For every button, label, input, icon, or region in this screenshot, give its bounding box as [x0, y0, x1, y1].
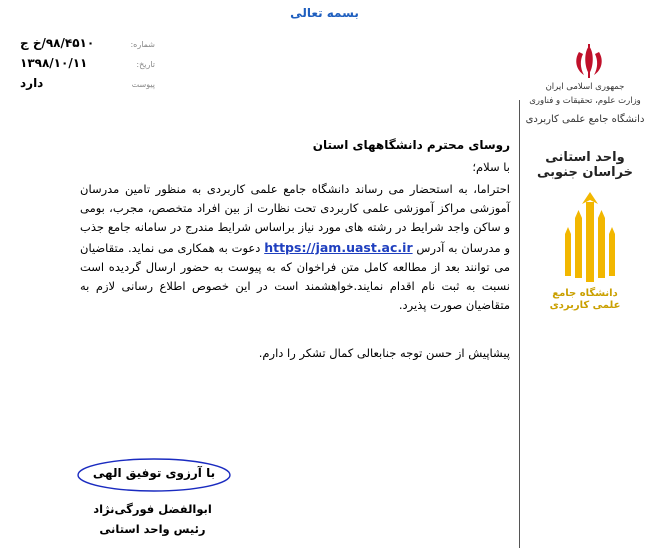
- number-value: ۹۸/۴۵۱۰/خ ج: [20, 36, 95, 50]
- date-label: تاریخ:: [136, 60, 155, 69]
- date-value: ۱۳۹۸/۱۰/۱۱: [20, 56, 88, 70]
- attachment-label: پیوست: [131, 80, 155, 89]
- number-label: شماره:: [130, 40, 155, 49]
- letter-body: [80, 180, 510, 315]
- letter-header-title: بسمه تعالی: [290, 6, 359, 20]
- letter-body-part2: دعوت به همکاری می نماید. متقاضیان می توانند بعد از مطالعه کامل متن فراخوان که به پیوست به حضور ارسال گردیده است نسبت به ثبت نام اقدام نمایند.خواهشمند است در این خصوص اطلاع رسانی لازم به متقاضیان صورت پذیرد.: [80, 240, 510, 313]
- signature-wish: با آرزوی توفیق الهی: [92, 466, 216, 480]
- university-logo-icon: [560, 188, 620, 292]
- logo-text-line1: دانشگاه جامع: [552, 288, 618, 299]
- logo-text-line2: علمی کاربردی: [549, 300, 621, 311]
- signatory-name: ابوالفضل فورگی‌نژاد: [93, 502, 212, 516]
- letterhead-unit-name: واحد استانی خراسان جنوبی: [536, 150, 634, 180]
- letterhead-university: دانشگاه جامع علمی کاربردی: [525, 114, 645, 125]
- university-logo-text: [545, 288, 625, 312]
- letter-body-part1: احتراما، به استحضار می رساند دانشگاه جامع علمی کاربردی به منظور تامین مدرسان آموزشی مراکز آموزشی علمی کاربردی تحت نظارت از بین افراد متخصص، مجرب، بومی و ساکن واجد شرایط در رشته های مورد نیاز براساس شرایط مندرج در سامانه جامع جذب و مدرسان به آدرس: [80, 182, 510, 255]
- letterhead-country: جمهوری اسلامی ایران: [545, 82, 625, 92]
- letterhead-ministry: وزارت علوم، تحقیقات و فناوری: [529, 96, 641, 106]
- letter-closing: پیشاپیش از حسن توجه جنابعالی کمال تشکر را دارم.: [258, 346, 510, 360]
- letter-greeting: با سلام؛: [472, 160, 510, 174]
- iran-emblem-icon: [570, 42, 608, 84]
- letterhead-divider: [519, 100, 520, 548]
- recruitment-link[interactable]: https://jam.uast.ac.ir: [264, 239, 413, 255]
- signatory-title: رئیس واحد استانی: [99, 522, 206, 536]
- letter-recipient: روسای محترم دانشگاههای استان: [312, 138, 510, 152]
- attachment-value: دارد: [20, 76, 44, 90]
